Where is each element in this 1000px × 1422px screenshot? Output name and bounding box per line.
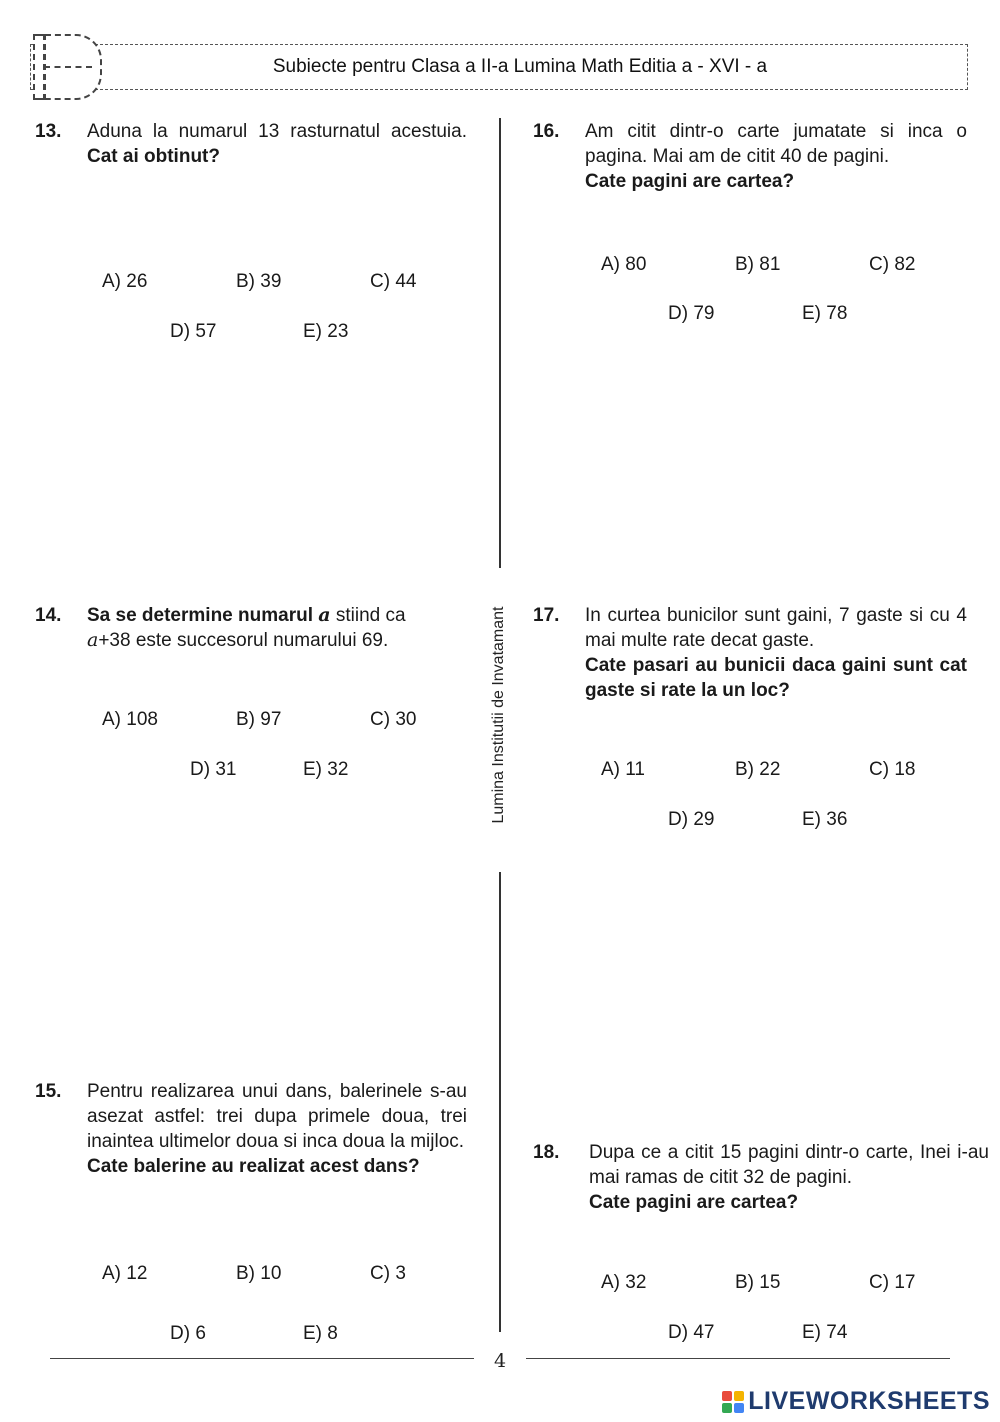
question-text	[589, 1140, 989, 1215]
footer-rule-right	[526, 1358, 950, 1359]
option-e[interactable]: E) 36	[802, 809, 848, 830]
option-e[interactable]: E) 74	[802, 1322, 848, 1343]
option-d[interactable]: D) 6	[170, 1323, 206, 1344]
variable-a: a	[318, 604, 331, 626]
column-divider-bottom	[499, 872, 501, 1332]
question-text	[87, 119, 467, 169]
question-statement-end: +38 este succesorul numarului 69.	[98, 630, 389, 651]
question-15	[35, 1079, 467, 1209]
page-number: 4	[493, 1350, 507, 1372]
question-ask: Sa se determine numarul	[87, 605, 313, 626]
option-b[interactable]: B) 10	[236, 1263, 282, 1284]
question-ask: Cate balerine au realizat acest dans?	[87, 1156, 420, 1177]
header-logo-letter-b	[44, 34, 102, 100]
column-divider-top	[499, 118, 501, 568]
option-a[interactable]: A) 80	[601, 254, 647, 275]
header-title: Subiecte pentru Clasa a II-a Lumina Math Editia a - XVI - a	[272, 56, 768, 77]
option-c[interactable]: C) 3	[370, 1263, 406, 1284]
question-number: 18.	[533, 1142, 560, 1163]
option-b[interactable]: B) 22	[735, 759, 781, 780]
option-a[interactable]: A) 26	[102, 271, 148, 292]
option-e[interactable]: E) 32	[303, 759, 349, 780]
question-statement-mid: stiind ca	[335, 605, 406, 626]
question-16	[533, 119, 967, 199]
question-statement: Dupa ce a citit 15 pagini dintr-o carte, Inei i-au mai ramas de citit 32 de pagini.	[589, 1142, 989, 1188]
option-e[interactable]: E) 78	[802, 303, 848, 324]
option-d[interactable]: D) 57	[170, 321, 217, 342]
option-b[interactable]: B) 15	[735, 1272, 781, 1293]
option-d[interactable]: D) 47	[668, 1322, 715, 1343]
footer-rule-left	[50, 1358, 474, 1359]
question-statement: Pentru realizarea unui dans, balerinele s-au asezat astfel: trei dupa primele doua, trei inaintea ultimelor doua si inca doua la mijloc.	[87, 1081, 467, 1152]
question-ask: Cate pasari au bunicii daca gaini sunt cat gaste si rate la un loc?	[585, 655, 967, 701]
option-e[interactable]: E) 8	[303, 1323, 338, 1344]
question-text	[87, 603, 467, 653]
option-b[interactable]: B) 97	[236, 709, 282, 730]
question-statement: Aduna la numarul 13 rasturnatul acestuia.	[87, 121, 467, 142]
question-17	[533, 603, 967, 707]
question-number: 14.	[35, 605, 62, 626]
option-a[interactable]: A) 11	[601, 759, 646, 780]
liveworksheets-logo[interactable]	[722, 1387, 990, 1416]
option-a[interactable]: A) 32	[601, 1272, 647, 1293]
option-d[interactable]: D) 79	[668, 303, 715, 324]
side-label: Lumina Institutii de Invatamant	[490, 606, 507, 824]
question-ask: Cat ai obtinut?	[87, 146, 220, 167]
option-c[interactable]: C) 30	[370, 709, 417, 730]
option-a[interactable]: A) 108	[102, 709, 158, 730]
option-c[interactable]: C) 18	[869, 759, 916, 780]
question-14	[35, 603, 467, 663]
question-number: 15.	[35, 1081, 62, 1102]
option-a[interactable]: A) 12	[102, 1263, 148, 1284]
question-ask: Cate pagini are cartea?	[589, 1192, 799, 1213]
option-c[interactable]: C) 44	[370, 271, 417, 292]
question-text	[585, 603, 967, 703]
option-b[interactable]: B) 39	[236, 271, 282, 292]
variable-a: a	[87, 629, 99, 651]
question-18	[533, 1140, 989, 1220]
option-c[interactable]: C) 17	[869, 1272, 916, 1293]
question-ask: Cate pagini are cartea?	[585, 171, 795, 192]
question-statement: Am citit dintr-o carte jumatate si inca o pagina. Mai am de citit 40 de pagini.	[585, 121, 967, 167]
option-d[interactable]: D) 31	[190, 759, 237, 780]
question-number: 16.	[533, 121, 560, 142]
liveworksheets-icon	[722, 1391, 744, 1413]
option-d[interactable]: D) 29	[668, 809, 715, 830]
option-b[interactable]: B) 81	[735, 254, 781, 275]
question-13	[35, 119, 467, 179]
option-e[interactable]: E) 23	[303, 321, 349, 342]
option-c[interactable]: C) 82	[869, 254, 916, 275]
brand-name: LIVEWORKSHEETS	[748, 1387, 990, 1415]
question-number: 13.	[35, 121, 62, 142]
question-text	[87, 1079, 467, 1179]
question-statement: In curtea bunicilor sunt gaini, 7 gaste si cu 4 mai multe rate decat gaste.	[585, 605, 967, 651]
question-number: 17.	[533, 605, 560, 626]
question-text	[585, 119, 967, 194]
